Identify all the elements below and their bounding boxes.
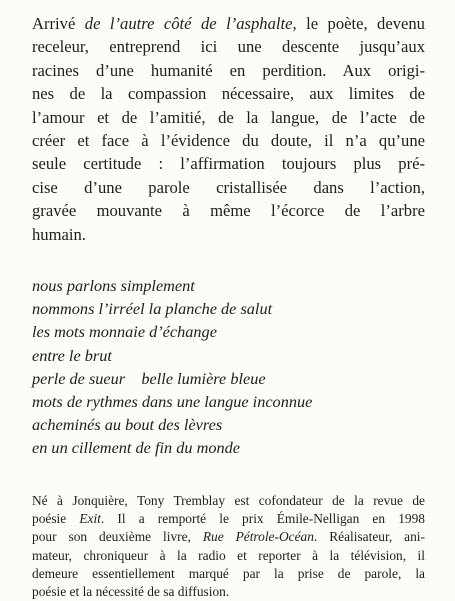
poem-verse: en un cillement de fin du monde	[32, 438, 240, 458]
poem-verse: mots de rythmes dans une langue inconnue	[32, 392, 313, 412]
text-line	[32, 59, 425, 82]
text-run: poésie et la nécessité de sa diffusion.	[32, 584, 230, 600]
text-line	[32, 82, 425, 105]
text-run: pour son deuxième livre,	[32, 529, 203, 545]
text-run: gravée mouvante à même l’écorce de l’arbre	[32, 201, 425, 221]
text-run: , le poète, devenu	[292, 14, 425, 33]
text-run: . Il a remporté le prix Émile-Nelligan en 1998	[100, 510, 425, 526]
poem-verse: perle de sueur belle lumière bleue	[32, 368, 266, 388]
text-run: receleur, entreprend ici une descente jusqu’aux	[32, 37, 425, 57]
text-run: mateur, chroniqueur à la radio et reporter à la télévision, il	[32, 547, 425, 563]
text-line	[32, 35, 425, 58]
poem-verse: nous parlons simplement	[32, 276, 195, 296]
text-line	[32, 106, 425, 129]
text-run: poésie	[32, 510, 80, 526]
intro-paragraph	[32, 12, 425, 246]
text-line	[32, 152, 425, 175]
text-line	[32, 176, 425, 199]
text-run: cise d’une parole cristallisée dans l’action,	[32, 177, 425, 197]
text-run: nes de la compassion nécessaire, aux limites de	[32, 84, 425, 104]
poem-verse: entre le brut	[32, 345, 112, 365]
poem-verse: acheminés au bout des lèvres	[32, 415, 223, 435]
text-run: Arrivé	[32, 14, 85, 33]
italic-title: Exit	[79, 510, 101, 526]
text-run: l’amour et de l’amitié, de la langue, de l’acte de	[32, 107, 425, 127]
text-run: humain.	[32, 224, 86, 244]
text-line	[32, 223, 425, 246]
text-run: Né à Jonquière, Tony Tremblay est cofondateur de la revue de	[32, 492, 425, 508]
text-line	[32, 547, 425, 565]
text-line	[32, 129, 425, 152]
italic-title: Rue Pétrole-Océan	[202, 529, 314, 545]
text-line	[32, 583, 425, 601]
text-line	[32, 528, 425, 546]
text-run: demeure essentiellement marqué par la prise de parole, la	[32, 565, 425, 581]
text-line	[32, 199, 425, 222]
text-run: . Réalisateur, ani-	[313, 529, 425, 545]
text-run: racines d’une humanité en perdition. Aux origi-	[32, 60, 425, 80]
poem-verse: nommons l’irréel la planche de salut	[32, 299, 273, 319]
text-run: créer et face à l’évidence du doute, il n’a qu’une	[32, 131, 425, 151]
italic-title: de l’autre côté de l’asphalte	[84, 14, 293, 33]
text-run: seule certitude : l’affirmation toujours plus pré-	[32, 154, 425, 174]
text-line	[32, 12, 425, 35]
poem-verse: les mots monnaie d’échange	[32, 322, 217, 342]
text-line	[32, 492, 425, 510]
text-line	[32, 565, 425, 583]
text-line	[32, 510, 425, 528]
poem-excerpt	[32, 274, 425, 460]
author-bio	[32, 492, 425, 601]
